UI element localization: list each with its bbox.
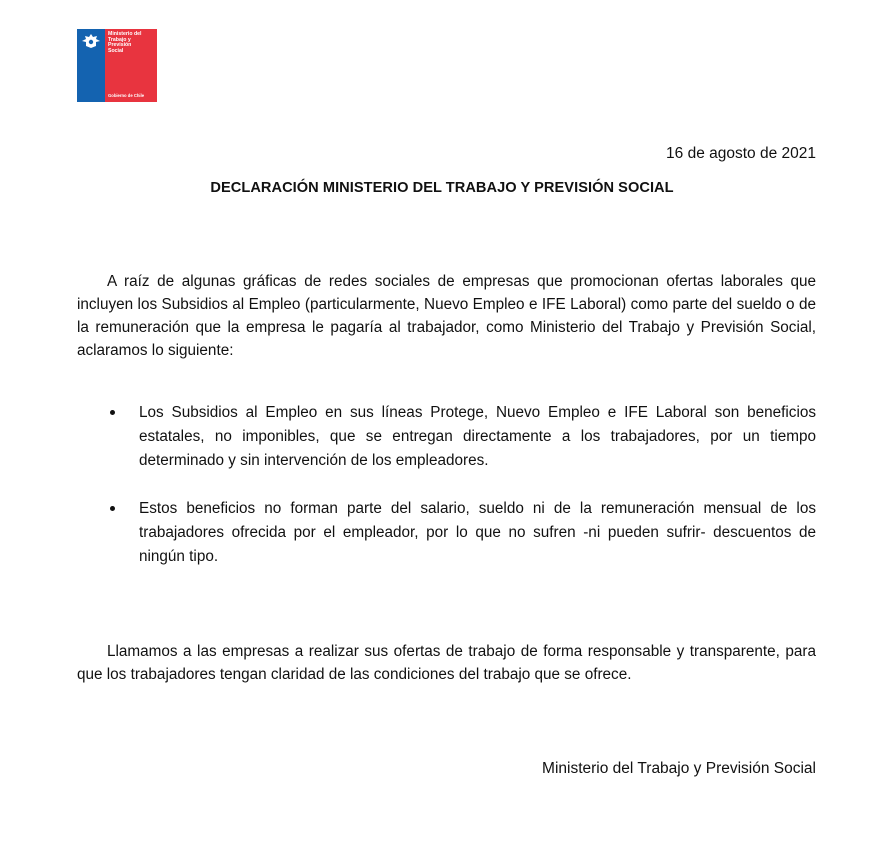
bullet-text: Estos beneficios no forman parte del salario, sueldo ni de la remuneración mensual de los trabajadores ofrecida por el empleador, por lo que no sufren -ni pueden sufrir- descuentos de ningún tipo.: [139, 500, 816, 565]
document-date: 16 de agosto de 2021: [666, 145, 816, 162]
signature: Ministerio del Trabajo y Previsión Social: [542, 760, 816, 777]
logo-line-3: Previsión: [108, 42, 132, 49]
logo-line-2: Trabajo y: [108, 36, 131, 43]
logo-blue-band: [77, 29, 105, 102]
bullet-icon: [110, 410, 115, 415]
logo-line-1: Ministerio del: [108, 31, 142, 37]
bullet-item: [108, 497, 816, 569]
closing-paragraph: Llamamos a las empresas a realizar sus ofertas de trabajo de forma responsable y transparente, para que los trabajadores tengan claridad de las condiciones del trabajo que se ofrece.: [77, 643, 816, 684]
bullet-list: [108, 401, 816, 593]
ministry-logo: [77, 29, 157, 102]
document-title: DECLARACIÓN MINISTERIO DEL TRABAJO Y PREVISIÓN SOCIAL: [210, 180, 674, 196]
logo-line-4: Social: [108, 47, 124, 54]
logo-red-band: [105, 29, 157, 102]
intro-paragraph: A raíz de algunas gráficas de redes sociales de empresas que promocionan ofertas laborales que incluyen los Subsidios al Empleo (particularmente, Nuevo Empleo e IFE Laboral) como parte del sueldo o de la remuneración que la empresa le pagaría al trabajador, como Ministerio del Trabajo y Previsión Social, aclaramos lo siguiente:: [77, 273, 816, 360]
bullet-text: Los Subsidios al Empleo en sus líneas Protege, Nuevo Empleo e IFE Laboral son beneficios estatales, no imponibles, que se entregan directamente a los trabajadores, por un tiempo determinado y sin intervención de los empleadores.: [139, 404, 816, 469]
bullet-item: [108, 401, 816, 473]
bullet-icon: [110, 506, 115, 511]
logo-government-label: Gobierno de Chile: [108, 93, 145, 98]
coat-of-arms-icon: [81, 33, 101, 49]
logo-ministry-name: [108, 32, 141, 54]
